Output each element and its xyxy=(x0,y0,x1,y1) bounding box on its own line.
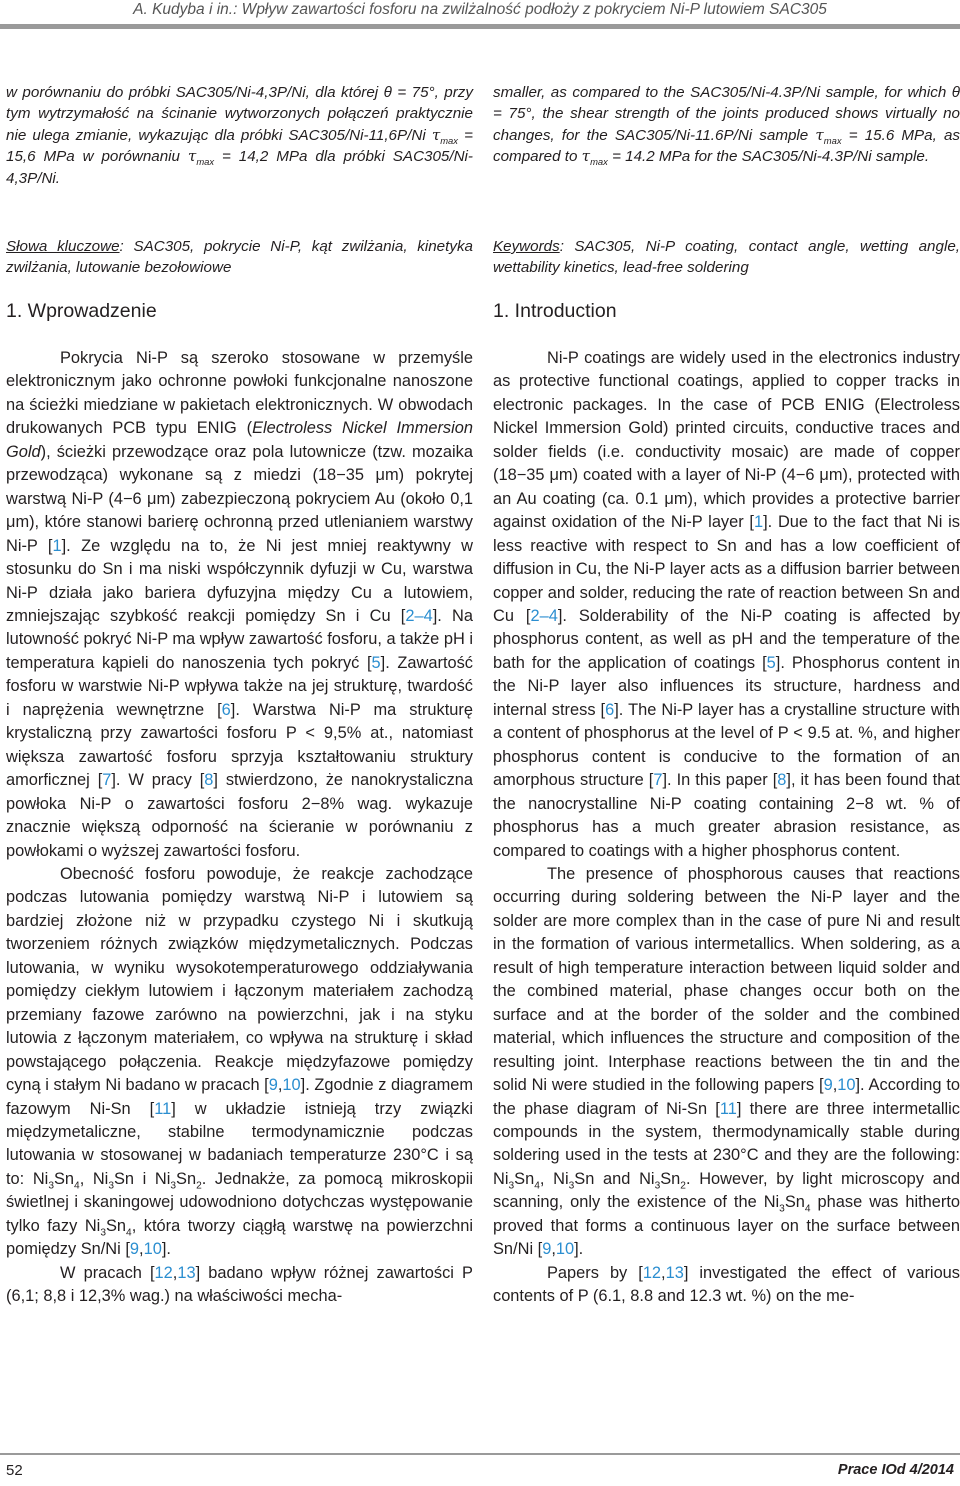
abstract-en: smaller, as compared to the SAC305/Ni-4.3P/Ni sample, for which θ = 75°, the shear strength of the joints produced shows virtually no changes, for the SAC305/Ni-11.6P/Ni sample $\tau_{max} = 15.6$ MPa, as compared to $\tau_{max} = 14.2$ MPa for the SAC305/Ni-4.3P/Ni sample. xyxy=(493,84,960,168)
keywords-label: Keywords xyxy=(493,238,560,255)
page-number: 52 xyxy=(6,1462,23,1479)
citation-link[interactable]: 9 xyxy=(823,1076,833,1095)
footer-rule xyxy=(0,1453,960,1455)
running-title: A. Kudyba i in.: Wpływ zawartości fosforu na zwilżalność podłoży z pokryciem Ni-P lutowiem SAC305 xyxy=(133,1,827,18)
citation-link[interactable]: 8 xyxy=(204,771,214,790)
paragraph: Ni-P coatings are widely used in the electronics industry as protective functional coatings, applied to copper tracks in electronic packages. In the case of PCB ENIG (Electroless Nickel Immersion Gold) printed circuits, conductive traces and solder fields (i.e. conductivity mosaic) are made of copper (18−35 μm) coated with a layer of Ni-P (4−6 μm), protected with an Au coating (ca. 0.1 μm), which provides a protective barrier against oxidation of the Ni-P layer [1]. Due to the fact that Ni is less reactive with respect to Sn and has a low coefficient of diffusion in Cu, the Ni-P layer acts as a diffusion barrier between copper and solder, reducing the rate of reaction between Sn and Cu [2–4]. Solderability of the Ni-P coating is affected by phosphorus content, as well as pH and the temperature of the bath for the application of coatings [5]. Phosphorus content in the Ni-P layer also influences its structure, hardness and internal stress [6]. The Ni-P layer has a crystalline structure with a content of phosphorus at the level of P < 9.5 at. %, and higher phosphorus content is conducive to the formation of an amorphous structure [7]. In this paper [8], it has been found that the nanocrystalline Ni-P coating containing 2−8 wt. % of phosphorus has a much greater abrasion resistance, as compared to coatings with a higher phosphorus content. xyxy=(493,349,960,860)
citation-link[interactable]: 6 xyxy=(605,700,615,719)
paragraph: The presence of phosphorous causes that reactions occurring during soldering between the Ni-P layer and the solder are more complex than in the case of pure Ni and result in the formation of various intermetallics. When soldering, as a result of high temperature interaction between liquid solder and the combined material, phase changes occur both on the surface and at the border of the solder and the combined material, which influences the structure and composition of the resulting joint. Interphase reactions between the tin and the solid Ni were studied in the following papers [9,10]. According to the phase diagram of Ni-Sn [11] there are three intermetallic compounds in the system, thermodynamically stable during soldering used in the tests at 230°C and they are the following: $Ni_3Sn_4$, $Ni_3Sn$ and $Ni_3Sn_2$. However, by light microscopy and scanning, only the existence of the $Ni_3Sn_4$ phase was hitherto proved that forms a continuous layer on the surface between Sn/Ni [9,10]. xyxy=(493,864,960,1259)
keywords-label: Słowa kluczowe xyxy=(6,238,120,255)
paragraph: Obecność fosforu powoduje, że reakcje zachodzące podczas lutowania pomiędzy warstwą Ni-P i lutowiem są bardziej złożone niż w przypadku czystego Ni i skutkują tworzeniem różnych związków międzymetalicznych. Podczas lutowania, w wyniku wysokotemperaturowego oddziaływania pomiędzy ciekłym lutowiem i łączonym materiałem zachodzą przemiany fazowe zarówno na powierzchni, jak i na styku lutowia z łączonym materiałem, co wpływa na strukturę i skład powstającego połączenia. Reakcje międzyfazowe pomiędzy cyną i stałym Ni badano w pracach [9,10]. Zgodnie z diagramem fazowym Ni-Sn [11] w układzie istnieją trzy związki międzymetaliczne, stabilne termodynamicznie podczas lutowania w stosowanej w badaniach temperaturze 230°C i są to: $Ni_3Sn_4$, $Ni_3Sn$ i $Ni_3Sn_2$. Jednakże, za pomocą mikroskopii świetlnej i skaningowej udowodniono dotychczas występowanie tylko fazy $Ni_3Sn_4$, która tworzy ciągłą warstwę na powierzchni pomiędzy Sn/Ni [9,10]. xyxy=(6,864,474,1259)
citation-link[interactable]: 5 xyxy=(371,653,381,672)
citation-link[interactable]: 1 xyxy=(754,513,764,532)
citation-link[interactable]: 4 xyxy=(548,606,558,625)
body-pl xyxy=(6,347,473,1309)
page-header xyxy=(0,0,960,30)
keywords-pl: Słowa kluczowe: SAC305, pokrycie Ni-P, kąt zwilżania, kinetyka zwilżania, lutowanie bezołowiowe xyxy=(6,238,473,277)
citation-link[interactable]: 8 xyxy=(777,771,787,790)
citation-link[interactable]: 7 xyxy=(653,771,663,790)
journal-name: Prace IOd 4/2014 xyxy=(837,1462,954,1478)
citation-link[interactable]: 10 xyxy=(555,1240,575,1259)
citation-link[interactable]: 11 xyxy=(719,1099,737,1118)
citation-link[interactable]: 9 xyxy=(268,1076,278,1095)
citation-link[interactable]: 10 xyxy=(282,1076,301,1095)
citation-link[interactable]: 2 xyxy=(530,606,540,625)
citation-link[interactable]: 5 xyxy=(766,653,776,672)
paragraph: Papers by [12,13] investigated the effect of various contents of P (6.1, 8.8 and 12.3 wt. %) on the me- xyxy=(493,1263,960,1306)
citation-link[interactable]: 11 xyxy=(154,1099,172,1118)
section-title-pl: 1. Wprowadzenie xyxy=(6,300,157,322)
header-rule xyxy=(0,24,960,29)
citation-link[interactable]: 12 xyxy=(642,1263,662,1282)
citation-link[interactable]: 4 xyxy=(423,606,433,625)
citation-link[interactable]: 10 xyxy=(143,1240,162,1259)
citation-link[interactable]: 13 xyxy=(177,1263,196,1282)
citation-link[interactable]: 12 xyxy=(154,1263,173,1282)
abstract-pl: w porównaniu do próbki SAC305/Ni-4,3P/Ni, dla której θ = 75°, przy tym wytrzymałość na ścinanie wytworzonych połączeń praktycznie nie ulega zmianie, wykazując dla próbki SAC305/Ni-11,6P/Ni $\tau_{max} = 15,6$ MPa w porównaniu $\tau_{max} = 14,2$ MPa dla próbki SAC305/Ni-4,3P/Ni. xyxy=(6,84,473,187)
citation-link[interactable]: 10 xyxy=(837,1076,856,1095)
citation-link[interactable]: 1 xyxy=(52,536,62,555)
citation-link[interactable]: 13 xyxy=(665,1263,684,1282)
citation-link[interactable]: 2 xyxy=(405,606,415,625)
body-en xyxy=(493,347,960,1309)
paragraph: W pracach [12,13] badano wpływ różnej zawartości P (6,1; 8,8 i 12,3% wag.) na właściwości mecha- xyxy=(6,1263,473,1306)
section-title-en: 1. Introduction xyxy=(493,300,617,322)
citation-link[interactable]: 9 xyxy=(542,1240,552,1259)
citation-link[interactable]: 7 xyxy=(102,771,112,790)
citation-link[interactable]: 6 xyxy=(221,700,231,719)
keywords-en: Keywords: SAC305, Ni-P coating, contact angle, wetting angle, wettability kinetics, lead-free soldering xyxy=(493,238,960,277)
paragraph: Pokrycia Ni-P są szeroko stosowane w przemyśle elektronicznym jako ochronne powłoki funkcjonalne nanoszone na ścieżki miedziane w pakietach elektronicznych. W obwodach drukowanych PCB typu ENIG (Electroless Nickel Immersion Gold), ścieżki przewodzące oraz pola lutownicze (tzw. mozaika przewodząca) wykonane są z miedzi (18−35 μm) pokrytej warstwą Ni-P (4−6 μm) zabezpieczoną pokryciem Au (około 0,1 μm), które stanowi barierę ochronną przed utlenianiem warstwy Ni-P [1]. Ze względu na to, że Ni jest mniej reaktywny w stosunku do Sn i ma niski współczynnik dyfuzji w Cu, warstwa Ni-P działa jako bariera dyfuzyjna między Cu a lutowiem, zmniejszając szybkość reakcji pomiędzy Sn i Cu [2–4]. Na lutowność pokryć Ni-P ma wpływ zawartość fosforu, a także pH i temperatura kąpieli do nanoszenia tych pokryć [5]. Zawartość fosforu w warstwie Ni-P wpływa także na jej strukturę, twardość i naprężenia wewnętrzne [6]. Warstwa Ni-P ma strukturę krystaliczną przy zawartości fosforu P < 9,5% at., natomiast większa zawartość fosforu sprzyja kształtowaniu struktury amorficznej [7]. W pracy [8] stwierdzono, że nanokrystaliczna powłoka Ni-P o zawartości fosforu 2−8% wag. wykazuje znacznie większą odporność na ścieranie w porównaniu z powłokami o wyższej zawartości fosforu. xyxy=(6,349,474,860)
citation-link[interactable]: 9 xyxy=(129,1240,140,1259)
